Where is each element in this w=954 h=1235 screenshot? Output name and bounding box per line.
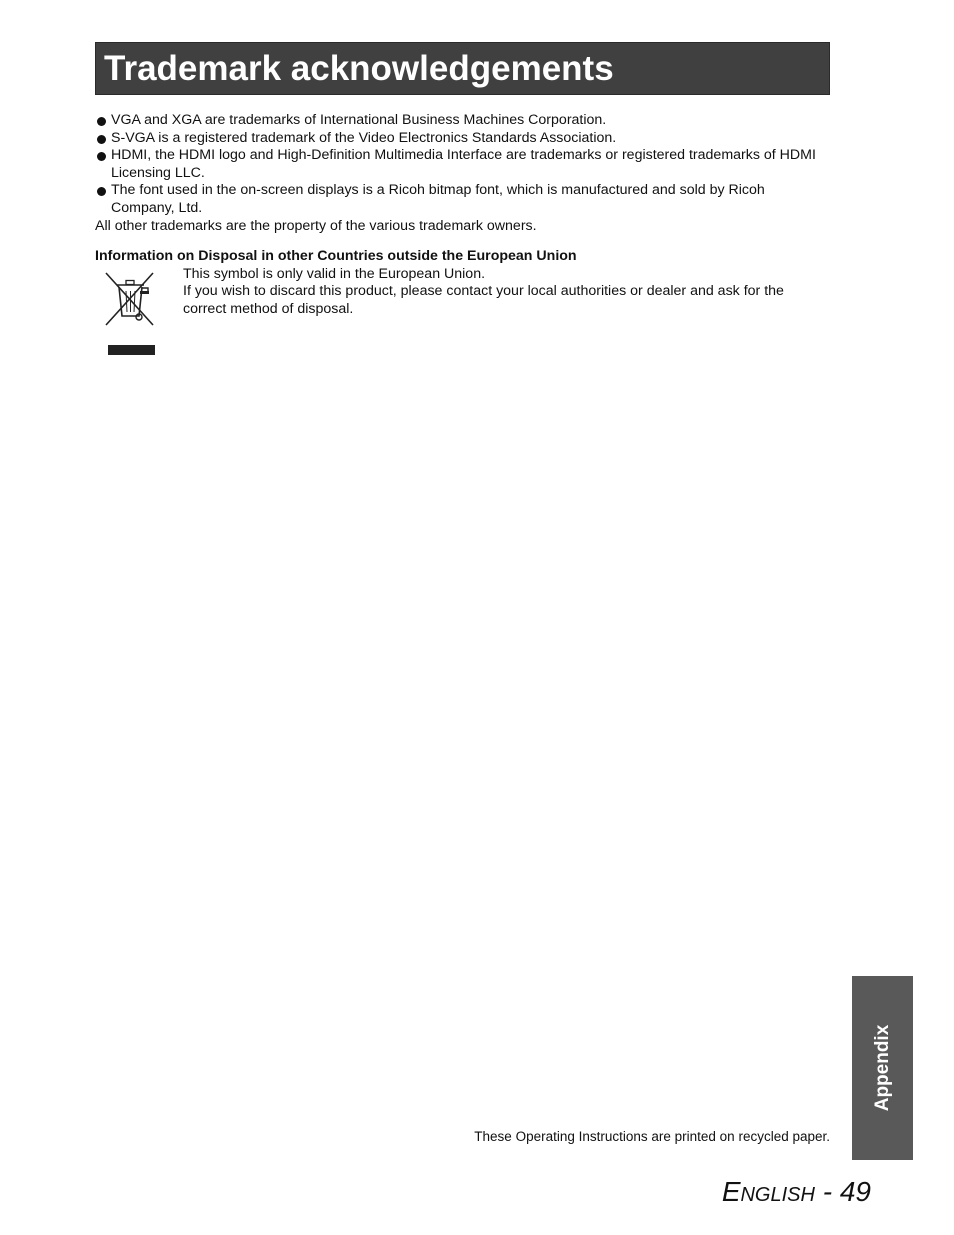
list-item (95, 130, 830, 148)
page-title: Trademark acknowledgements (104, 49, 614, 88)
trademark-text: VGA and XGA are trademarks of International Business Machines Corporation. (111, 112, 607, 128)
trademark-text: S-VGA is a registered trademark of the Video Electronics Standards Association. (111, 129, 617, 146)
disposal-line-1: This symbol is only valid in the European Union. (183, 265, 486, 282)
footer-language: English (721, 1176, 815, 1207)
trademark-text: HDMI, the HDMI logo and High-Definition Multimedia Interface are trademarks or registered trademarks of HDMI Licensing LLC. (111, 147, 816, 181)
list-item (95, 112, 830, 130)
side-tab-label: Appendix (871, 1024, 893, 1112)
trademark-list (95, 112, 830, 218)
footer-separator: - (814, 1176, 840, 1207)
page-number: 49 (839, 1176, 871, 1207)
disposal-line-2: If you wish to discard this product, please contact your local authorities or dealer and ask for the correct method of disposal. (183, 283, 784, 317)
trademark-text: The font used in the on-screen displays is a Ricoh bitmap font, which is manufactured and sold by Ricoh Company, Ltd. (111, 182, 765, 216)
disposal-heading: Information on Disposal in other Countries outside the European Union (95, 248, 577, 265)
bullet-icon (97, 135, 106, 144)
other-trademarks-note: All other trademarks are the property of the various trademark owners. (95, 217, 537, 234)
bullet-icon (97, 187, 106, 196)
disposal-text (183, 266, 830, 319)
page-footer (722, 1176, 871, 1208)
list-item (95, 182, 830, 217)
main-content (95, 112, 830, 362)
side-tab-appendix (852, 976, 913, 1160)
disposal-section (95, 266, 830, 362)
bullet-icon (97, 117, 106, 126)
bullet-icon (97, 152, 106, 161)
crossed-out-wheelie-bin-icon (102, 269, 156, 357)
title-bar (95, 42, 830, 95)
list-item (95, 147, 830, 182)
recycled-paper-note: These Operating Instructions are printed on recycled paper. (474, 1129, 830, 1144)
